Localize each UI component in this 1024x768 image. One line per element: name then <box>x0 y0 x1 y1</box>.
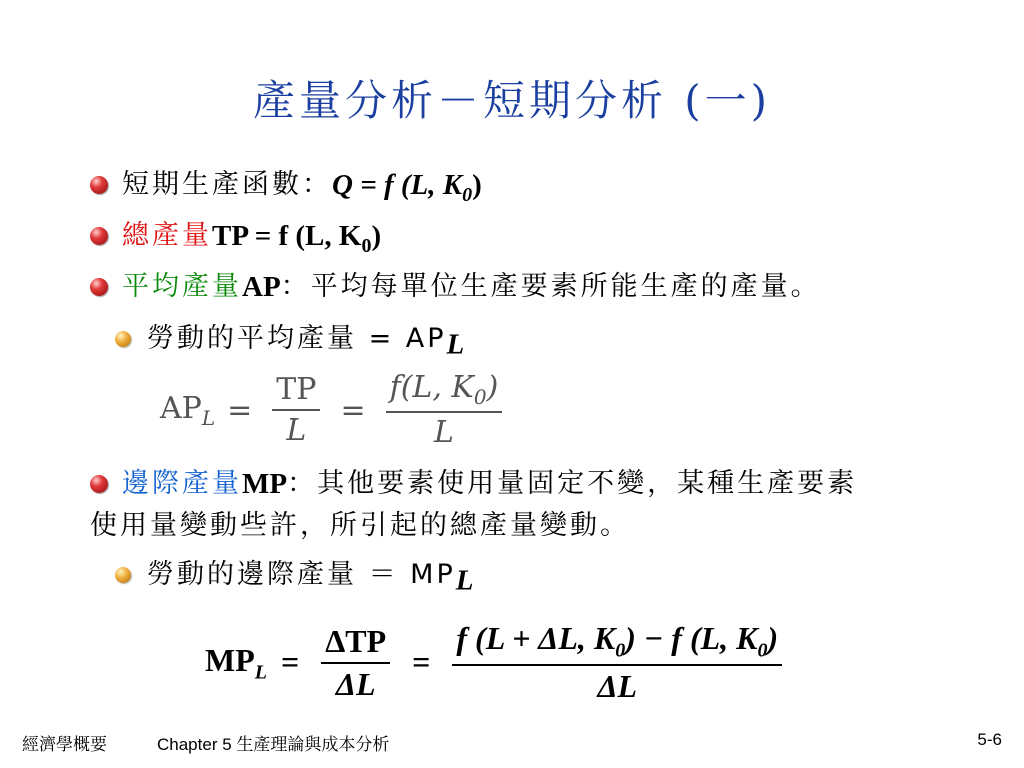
term-average-product: 平均產量 <box>122 271 242 302</box>
subbullet-text: 勞動的邊際產量 ＝ $MP_L$ <box>147 559 477 597</box>
equation-marginal-product: $MP_L$ = $\frac{\text{ΔTP}}{\Delta L}$ = $\frac{f (L + \Delta L, K_0) - f (L, K_0)}{\Delta L}$ <box>205 620 790 705</box>
subbullet-marker <box>115 331 131 347</box>
bullet-mp-symbol: MP <box>242 468 288 500</box>
footer-course: 經濟學概要 <box>22 735 107 754</box>
footer-page-number: 5-6 <box>977 730 1002 749</box>
subbullet-text: 勞動的平均產量 = $AP_L$ <box>147 323 468 361</box>
term-total-product: 總產量 <box>122 220 212 251</box>
bullet-text: ：平均每單位生產要素所能生產的產量。 <box>280 271 821 302</box>
bullet-short-run-production-function <box>90 166 482 214</box>
bullet-formula: TP = f (L, $K_0$) <box>212 220 382 257</box>
bullet-text-line1: ：其他要素使用量固定不變，某種生產要素 <box>287 468 858 499</box>
bullet-label: 短期生產函數： <box>122 169 332 200</box>
bullet-total-product <box>90 217 381 265</box>
fraction-f-over-l: $\frac{f(L, K_0)}{L}$ <box>386 370 503 450</box>
fraction-difference-quotient: $\frac{f (L + \Delta L, K_0) - f (L, K_0)}{\Delta L}$ <box>452 620 782 705</box>
bullet-text-line2: 使用量變動些許，所引起的總產量變動。 <box>90 510 630 541</box>
fraction-tp-over-l: $\frac{TP}{L}$ <box>272 372 320 448</box>
bullet-formula: Q = f (L, $K_0$) <box>332 169 482 206</box>
bullet-marker <box>90 227 108 245</box>
equation-average-product: $AP_L$ = $\frac{TP}{L}$ = $\frac{f(L, K_0)}{L}$ <box>160 370 510 450</box>
subbullet-marker <box>115 567 131 583</box>
subbullet-labor-marginal-product <box>115 556 476 599</box>
fraction-delta-tp-over-delta-l: $\frac{\text{ΔTP}}{\Delta L}$ <box>321 623 390 703</box>
bullet-average-product <box>90 268 821 306</box>
term-marginal-product: 邊際產量 <box>122 468 242 499</box>
bullet-marker <box>90 278 108 296</box>
eq-lhs: $MP_L$ <box>205 641 267 683</box>
footer-chapter: Chapter 5 生產理論與成本分析 <box>157 735 390 754</box>
eq-lhs: $AP_L$ <box>160 390 216 430</box>
bullet-marker <box>90 176 108 194</box>
subbullet-labor-average-product <box>115 320 467 363</box>
bullet-ap-symbol: AP <box>242 271 281 303</box>
bullet-marker <box>90 475 108 493</box>
bullet-marginal-product <box>90 465 857 545</box>
slide-title: 產量分析－短期分析 (一) <box>252 76 772 125</box>
